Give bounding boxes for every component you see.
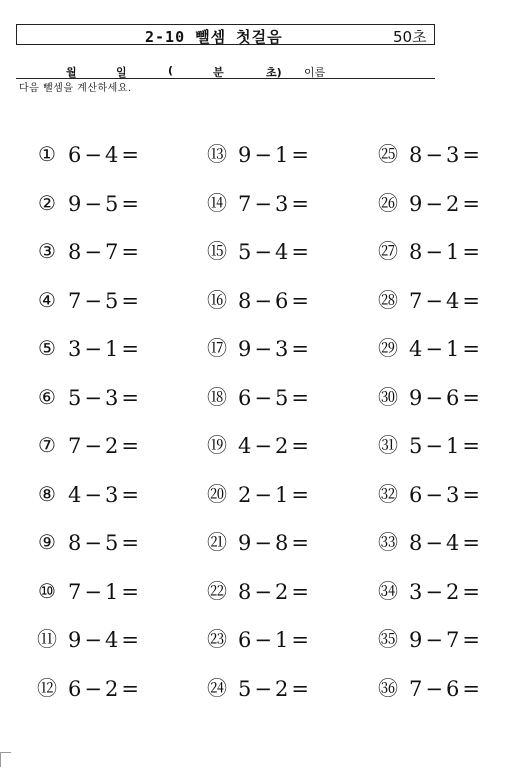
problem-expression: 4−1=: [409, 337, 483, 361]
problem-expression: 7−6=: [409, 676, 483, 701]
problem-item: [377, 577, 483, 607]
problem-expression: 7−5=: [68, 288, 142, 313]
problem-expression: 6−3=: [409, 482, 483, 507]
problem-expression: 3−1=: [68, 337, 142, 361]
problem-item: [36, 674, 142, 704]
problem-number: ⑧: [38, 481, 56, 506]
problem-expression: 6−4=: [68, 143, 142, 167]
problem-number: ㉔: [207, 675, 227, 700]
problem-expression: 7−1=: [68, 579, 142, 604]
problem-number: ㉑: [207, 530, 227, 554]
problem-item: [206, 528, 312, 558]
problem-expression: 9−3=: [238, 337, 312, 361]
problem-number: ㉕: [378, 142, 398, 166]
problem-expression: 8−1=: [409, 240, 483, 264]
problem-number: ㉙: [378, 336, 398, 360]
day-label: 일: [116, 66, 127, 79]
problem-expression: 9−7=: [409, 628, 483, 652]
problem-expression: 8−7=: [68, 240, 142, 264]
problem-expression: 4−2=: [238, 434, 312, 458]
problem-item: [377, 140, 483, 170]
problem-item: [377, 674, 483, 704]
problem-item: [36, 528, 142, 558]
problem-number: ㉗: [378, 239, 398, 263]
problem-expression: 3−2=: [409, 579, 483, 604]
problem-expression: 6−2=: [68, 676, 142, 701]
problem-number: ㉘: [378, 287, 398, 312]
problem-expression: 7−3=: [238, 191, 312, 216]
problem-number: ⑭: [207, 190, 227, 215]
problem-item: [206, 383, 312, 413]
problem-expression: 8−5=: [68, 531, 142, 555]
problem-number: ⑲: [207, 433, 227, 457]
name-label: 이름: [304, 66, 326, 79]
problem-expression: 9−8=: [238, 531, 312, 555]
problem-number: ③: [38, 239, 56, 263]
problem-item: [36, 625, 142, 655]
problem-expression: 9−1=: [238, 143, 312, 167]
problem-number: ㉚: [378, 384, 398, 409]
instruction: 다음 뺄셈을 계산하세요.: [19, 83, 132, 94]
problem-item: [377, 189, 483, 219]
problem-expression: 9−6=: [409, 385, 483, 410]
problem-number: ⑥: [38, 384, 56, 409]
problem-item: [377, 431, 483, 461]
problem-expression: 9−4=: [68, 628, 142, 652]
problem-number: ㊱: [378, 675, 398, 700]
problem-number: ⑫: [37, 675, 57, 700]
problem-item: [377, 237, 483, 267]
problem-item: [206, 237, 312, 267]
problem-expression: 9−2=: [409, 191, 483, 216]
problem-number: ㉒: [207, 578, 227, 603]
problem-number: ⑤: [38, 336, 56, 360]
problem-number: ⑨: [38, 530, 56, 554]
problem-item: [206, 431, 312, 461]
problem-item: [36, 189, 142, 219]
problem-item: [377, 383, 483, 413]
problem-number: ㉟: [378, 627, 398, 651]
problem-item: [36, 480, 142, 510]
problem-expression: 9−5=: [68, 191, 142, 216]
problem-item: [206, 334, 312, 364]
open-paren: (: [168, 64, 174, 77]
problem-expression: 5−2=: [238, 676, 312, 701]
info-line: [16, 64, 435, 79]
problem-number: ⑦: [38, 433, 56, 457]
problem-item: [377, 334, 483, 364]
problem-number: ㉜: [378, 481, 398, 506]
problem-number: ⑰: [207, 336, 227, 360]
problem-expression: 6−5=: [238, 385, 312, 410]
problem-number: ⑮: [207, 239, 227, 263]
problem-expression: 6−1=: [238, 628, 312, 652]
problem-number: ⑯: [207, 287, 227, 312]
problem-number: ⑱: [207, 384, 227, 409]
problem-item: [36, 237, 142, 267]
problem-number: ㉓: [207, 627, 227, 651]
problem-number: ㉖: [378, 190, 398, 215]
problem-expression: 2−1=: [238, 482, 312, 507]
problem-expression: 5−4=: [238, 240, 312, 264]
problem-item: [377, 528, 483, 558]
problem-expression: 8−2=: [238, 579, 312, 604]
problem-number: ⑳: [207, 481, 227, 506]
problem-number: ②: [38, 190, 56, 215]
problem-expression: 8−3=: [409, 143, 483, 167]
problem-item: [36, 577, 142, 607]
seconds-label: 초): [266, 66, 282, 79]
problem-item: [36, 334, 142, 364]
problem-number: ㉞: [378, 578, 398, 603]
problem-number: ⑩: [38, 578, 56, 603]
problem-number: ①: [38, 142, 56, 166]
problem-item: [377, 286, 483, 316]
problem-expression: 7−2=: [68, 434, 142, 458]
month-label: 월: [66, 66, 77, 79]
problem-item: [206, 674, 312, 704]
page-corner-mark: [0, 752, 11, 767]
problem-number: ㉛: [378, 433, 398, 457]
problem-item: [206, 625, 312, 655]
problem-item: [36, 286, 142, 316]
time-limit: 50초: [393, 28, 427, 46]
problem-expression: 7−4=: [409, 288, 483, 313]
problem-item: [36, 431, 142, 461]
problem-expression: 8−4=: [409, 531, 483, 555]
problem-expression: 5−1=: [409, 434, 483, 458]
title-box: [16, 24, 435, 45]
problem-expression: 5−3=: [68, 385, 142, 410]
problem-number: ⑪: [37, 627, 57, 651]
problem-item: [206, 286, 312, 316]
worksheet-title: 2-10 뺄셈 첫걸음: [145, 28, 283, 46]
problem-number: ㉝: [378, 530, 398, 554]
problem-item: [206, 140, 312, 170]
problem-item: [206, 480, 312, 510]
problem-number: ④: [38, 287, 56, 312]
problem-item: [377, 480, 483, 510]
problem-item: [377, 625, 483, 655]
problem-item: [206, 577, 312, 607]
problem-expression: 8−6=: [238, 288, 312, 313]
problem-item: [36, 140, 142, 170]
problem-item: [206, 189, 312, 219]
score-label: 분: [213, 66, 224, 79]
problem-number: ⑬: [207, 142, 227, 166]
problem-expression: 4−3=: [68, 482, 142, 507]
problem-item: [36, 383, 142, 413]
